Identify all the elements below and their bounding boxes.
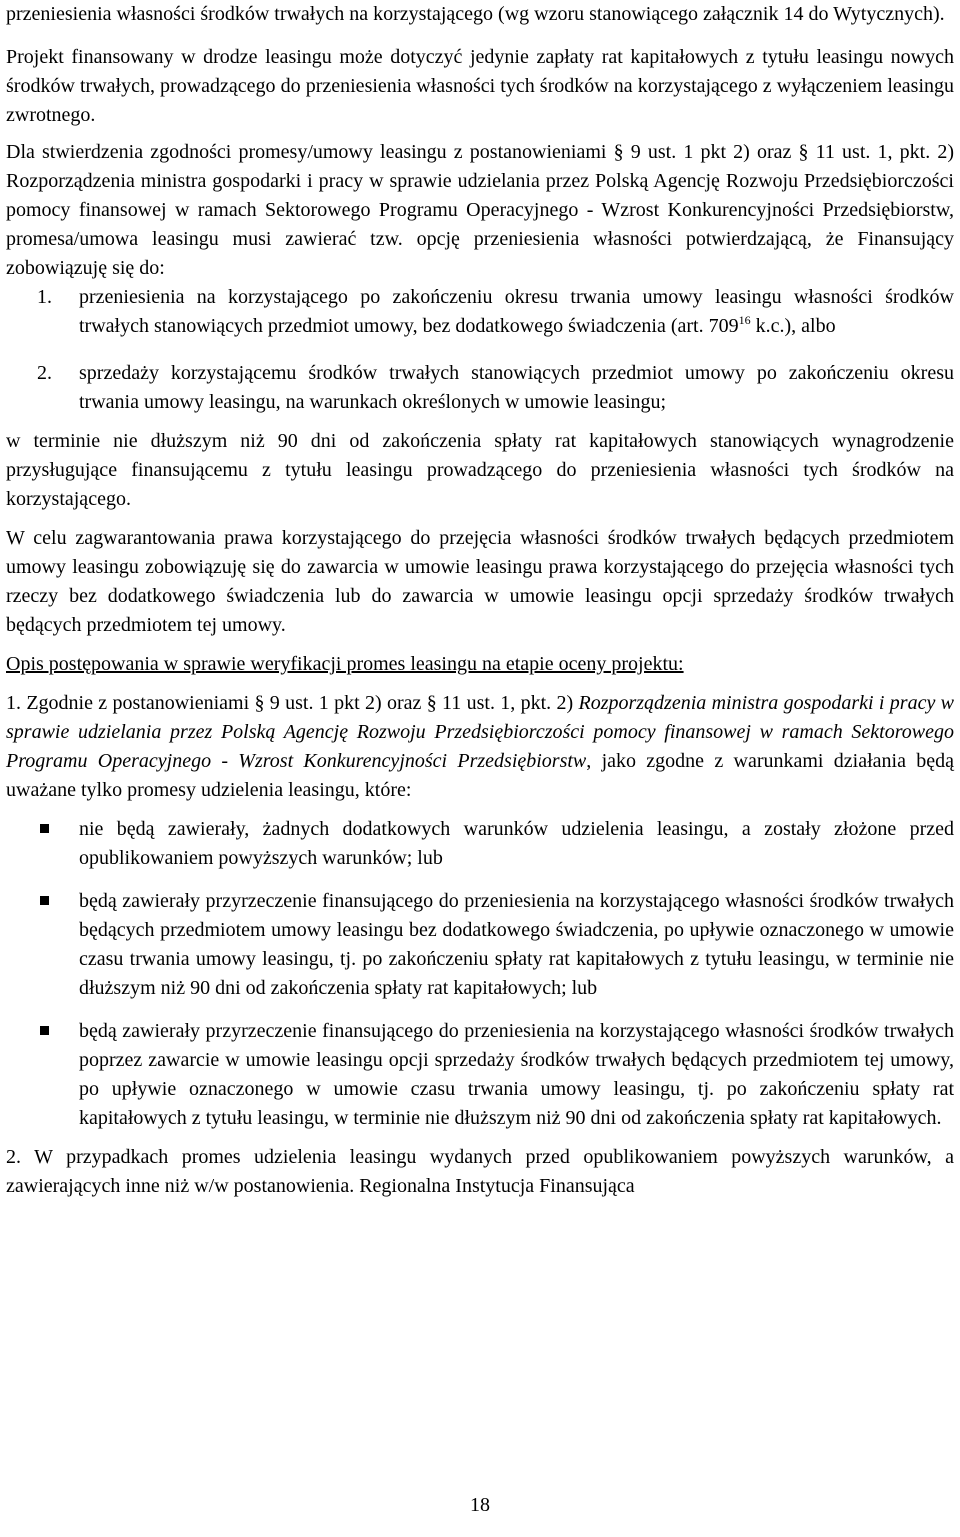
square-bullet-icon (40, 824, 49, 833)
bullet-item (6, 1017, 954, 1133)
list-number: 2. (37, 362, 52, 384)
bullet-text: będą zawierały przyrzeczenie finansującego do przeniesienia na korzystającego własności środków trwałych będących przedmiotem umowy leasingu bez dodatkowego świadczenia, po upływie oznaczonego w umowie czasu trwania umowy leasingu, tj. po zakończeniu spłaty rat kapitałowych z tytułu leasingu, w terminie nie dłuższym niż 90 dni od zakończenia spłaty rat kapitałowych; lub (79, 890, 954, 999)
superscript: 16 (738, 313, 751, 327)
paragraph-prior-promises: 2. W przypadkach promes udzielenia leasingu wydanych przed opublikowaniem powyższych warunków, a zawierających inne niż w/w postanowienia. Regionalna Instytucja Finansująca (6, 1146, 954, 1197)
paragraph-verification (6, 689, 954, 805)
paragraph-leasing-scope: Projekt finansowany w drodze leasingu może dotyczyć jedynie zapłaty rat kapitałowych z tytułu leasingu nowych środków trwałych, prowadzącego do przeniesienia własności tych środków na korzystającego z wyłączeniem leasingu zwrotnego. (6, 46, 954, 126)
paragraph-verification-tail: , jako zgodne z warunkami działania będą uważane tylko promesy udzielenia leasingu, które: (6, 750, 954, 801)
bullet-text: nie będą zawierały, żadnych dodatkowych warunków udzielenia leasingu, a zostały złożone przed opublikowaniem powyższych warunków; lub (79, 818, 954, 869)
square-bullet-icon (40, 1026, 49, 1035)
paragraph-verification-lead: 1. Zgodnie z postanowieniami § 9 ust. 1 pkt 2) oraz § 11 ust. 1, pkt. 2) (6, 692, 579, 714)
regulation-title: Rozporządzenia ministra gospodarki i pracy w sprawie udzielania przez Polską Agencję Rozwoju Przedsiębiorczości pomocy finansowej w ramach Sektorowego Programu Operacyjnego - Wzrost Konkurencyjności Przedsiębiorstw (6, 692, 955, 772)
list-item-tail: k.c.), albo (750, 315, 836, 337)
paragraph-guarantee: W celu zagwarantowania prawa korzystającego do przejęcia własności środków trwałych będących przedmiotem umowy leasingu zobowiązuję się do zawarcia w umowie leasingu prawa korzystającego do przejęcia własności tych rzeczy bez dodatkowego świadczenia lub do zawarcia w umowie leasingu opcji sprzedaży środków trwałych będących przedmiotem tej umowy. (6, 527, 954, 636)
list-item (6, 359, 954, 417)
conditions-list (6, 815, 954, 1133)
bullet-item (6, 815, 954, 873)
list-item (6, 283, 954, 341)
section-heading-text: Opis postępowania w sprawie weryfikacji promes leasingu na etapie oceny projektu: (6, 653, 684, 675)
page-number: 18 (470, 1494, 490, 1516)
list-number: 1. (37, 286, 52, 308)
list-item-text: sprzedaży korzystającemu środków trwałych stanowiących przedmiot umowy po zakończeniu okresu trwania umowy leasingu, na warunkach określonych w umowie leasingu; (79, 362, 954, 413)
square-bullet-icon (40, 896, 49, 905)
paragraph-compliance: Dla stwierdzenia zgodności promesy/umowy leasingu z postanowieniami § 9 ust. 1 pkt 2) oraz § 11 ust. 1, pkt. 2) Rozporządzenia ministra gospodarki i pracy w sprawie udzielania przez Polską Agencję Rozwoju Przedsiębiorczości pomocy finansowej w ramach Sektorowego Programu Operacyjnego - Wzrost Konkurencyjności Przedsiębiorstw, promesa/umowa leasingu musi zawierać tzw. opcję przeniesienia własności potwierdzającą, że Finansujący zobowiązuję się do: (6, 141, 954, 279)
section-heading (6, 650, 954, 679)
obligation-list (6, 283, 954, 417)
paragraph-intro-continuation: przeniesienia własności środków trwałych na korzystającego (wg wzoru stanowiącego załącznik 14 do Wytycznych). (6, 3, 945, 25)
bullet-text: będą zawierały przyrzeczenie finansującego do przeniesienia na korzystającego własności środków trwałych poprzez zawarcie w umowie leasingu opcji sprzedaży środków trwałych będących przedmiotem tej umowy, po upływie oznaczonego w umowie czasu trwania umowy leasingu, tj. po zakończeniu spłaty rat kapitałowych z tytułu leasingu, w terminie nie dłuższym niż 90 dni od zakończenia spłaty rat kapitałowych. (79, 1020, 954, 1129)
list-item-text: przeniesienia na korzystającego po zakończeniu okresu trwania umowy leasingu własności środków trwałych stanowiących przedmiot umowy, bez dodatkowego świadczenia (art. 709 (79, 286, 954, 337)
paragraph-deadline: w terminie nie dłuższym niż 90 dni od zakończenia spłaty rat kapitałowych stanowiących wynagrodzenie przysługujące finansującemu z tytułu leasingu prowadzącego do przeniesienia własności tych środków na korzystającego. (6, 430, 954, 510)
bullet-item (6, 887, 954, 1003)
